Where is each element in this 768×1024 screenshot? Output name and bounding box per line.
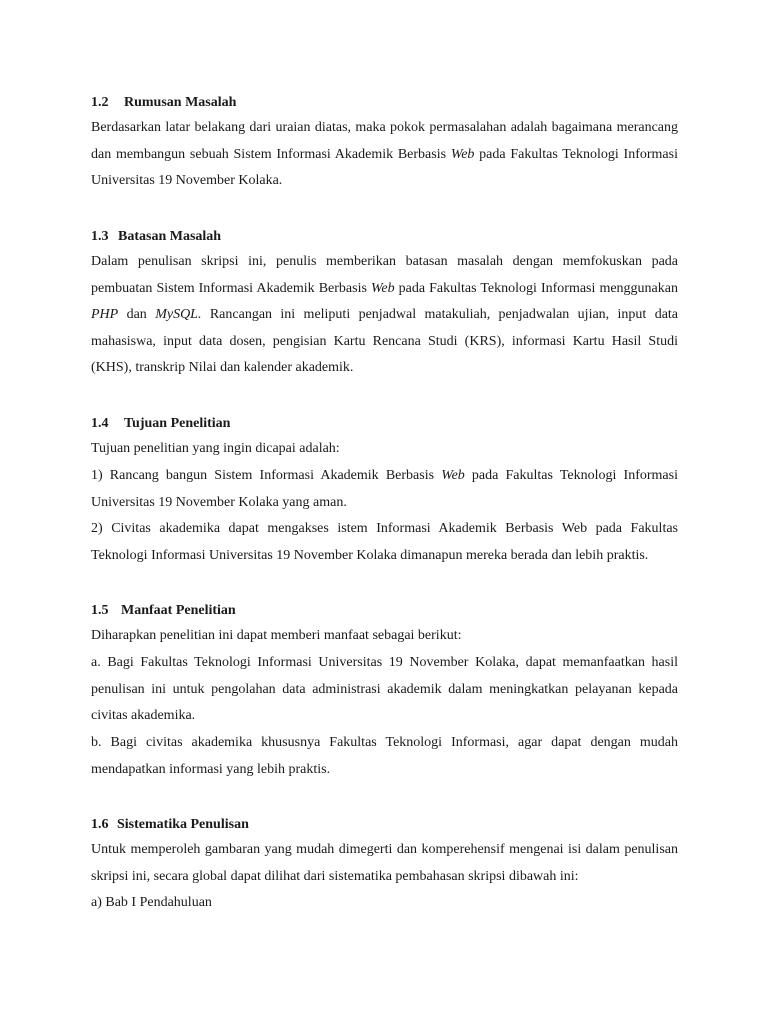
section-heading-1-2: 1.2 Rumusan Masalah [91,95,237,110]
section-1-6-item-a: a) Bab I Pendahuluan [91,895,212,910]
section-1-5-item-b: b. Bagi civitas akademika khususnya Fakultas Teknologi Informasi, agar dapat dengan mudah mendapatkan informasi yang lebih praktis. [91,735,678,777]
section-1-6-body: Untuk memperoleh gambaran yang mudah dimegerti dan komperehensif mengenai isi dalam penulisan skripsi ini, secara global dapat dilihat dari sistematika pembahasan skripsi dibawah ini: [91,842,678,884]
section-1-4-item-1: 1) Rancang bangun Sistem Informasi Akademik Berbasis Web pada Fakultas Teknologi Informasi Universitas 19 November Kolaka yang aman. [91,468,678,510]
section-1-2-body: Berdasarkan latar belakang dari uraian diatas, maka pokok permasalahan adalah bagaimana merancang dan membangun sebuah Sistem Informasi Akademik Berbasis Web pada Fakultas Teknologi Informasi Universitas 19 November Kolaka. [91,120,678,188]
section-1-4-intro: Tujuan penelitian yang ingin dicapai adalah: [91,441,340,456]
section-1-5-intro: Diharapkan penelitian ini dapat memberi manfaat sebagai berikut: [91,628,462,643]
section-heading-1-6: 1.6 Sistematika Penulisan [91,817,249,832]
section-1-3-body: Dalam penulisan skripsi ini, penulis memberikan batasan masalah dengan memfokuskan pada pembuatan Sistem Informasi Akademik Berbasis Web pada Fakultas Teknologi Informasi menggunakan PHP dan MySQL. Rancangan ini meliputi penjadwal matakuliah, penjadwalan ujian, input data mahasiswa, input data dosen, pengisian Kartu Rencana Studi (KRS), informasi Kartu Hasil Studi (KHS), transkrip Nilai dan kalender akademik. [91,254,679,375]
section-1-4-item-2: 2) Civitas akademika dapat mengakses istem Informasi Akademik Berbasis Web pada Fakultas Teknologi Informasi Universitas 19 November Kolaka dimanapun mereka berada dan lebih praktis. [91,521,678,563]
section-heading-1-3: 1.3 Batasan Masalah [91,229,222,244]
section-heading-1-4: 1.4 Tujuan Penelitian [91,416,231,431]
section-1-5-item-a: a. Bagi Fakultas Teknologi Informasi Universitas 19 November Kolaka, dapat memanfaatkan hasil penulisan ini untuk pengolahan data administrasi akademik dalam meningkatkan pelayanan kepada civitas akademika. [91,655,678,723]
section-heading-1-5: 1.5 Manfaat Penelitian [91,603,236,618]
